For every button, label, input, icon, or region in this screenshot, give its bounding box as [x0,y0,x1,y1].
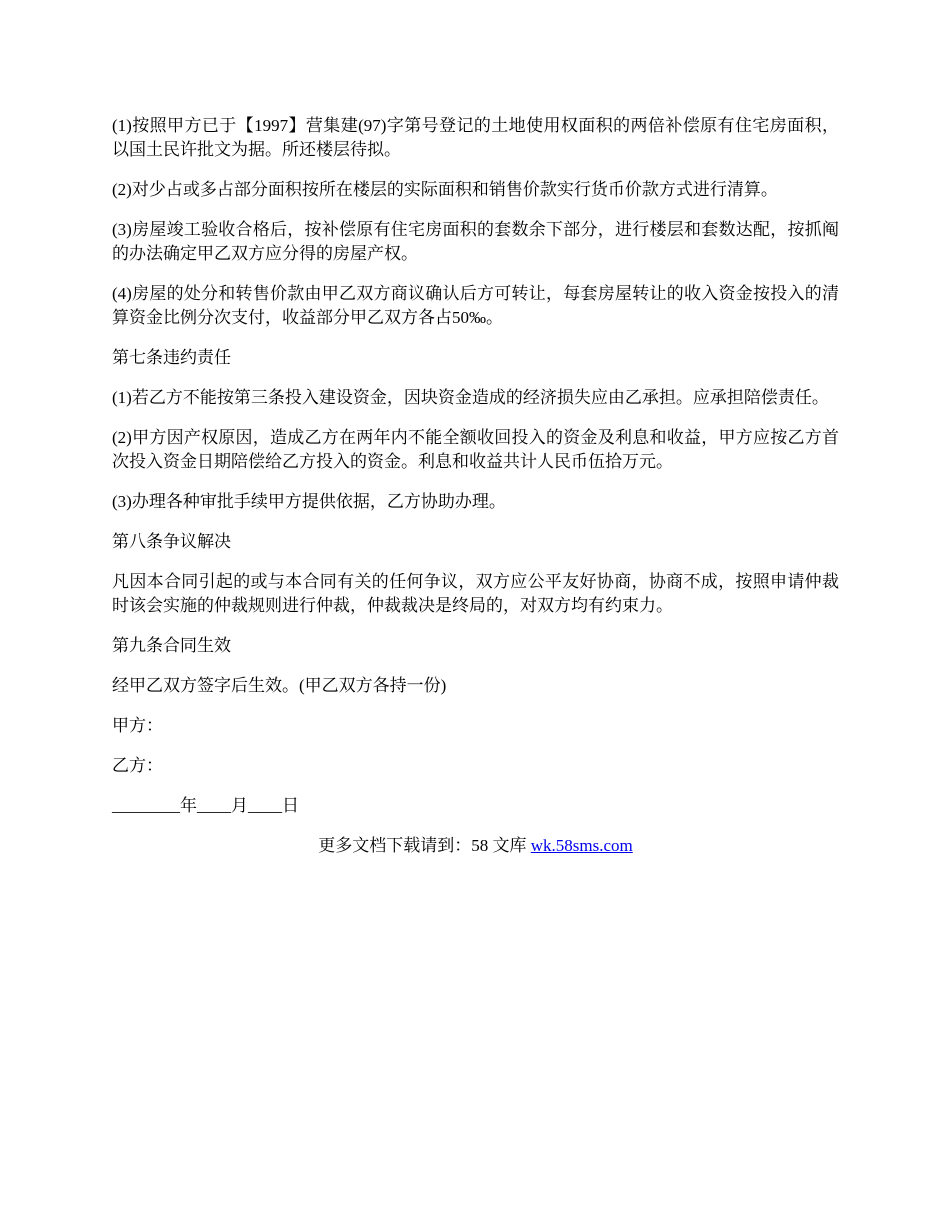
effect-paragraph: 经甲乙双方签字后生效。(甲乙双方各持一份) [112,676,447,695]
clause-paragraph-2: (2)对少占或多占部分面积按所在楼层的实际面积和销售价款实行货币价款方式进行清算。 [112,180,778,199]
date-line: ________年____月____日 [112,796,299,815]
section-heading-effect: 第九条合同生效 [112,636,231,655]
clause-paragraph-4: (4)房屋的处分和转售价款由甲乙双方商议确认后方可转让，每套房屋转让的收入资金按投入的清算资金比例分次支付，收益部分甲乙双方各占50‰。 [112,284,839,327]
section-heading-dispute: 第八条争议解决 [112,532,231,551]
breach-paragraph-3: (3)办理各种审批手续甲方提供依据，乙方协助办理。 [112,492,506,511]
party-a-signature-line: 甲方： [112,716,163,735]
clause-paragraph-3: (3)房屋竣工验收合格后，按补偿原有住宅房面积的套数余下部分，进行楼层和套数达配，按抓阄的办法确定甲乙双方应分得的房屋产权。 [112,220,839,263]
footer-text: 更多文档下载请到：58 文库 [318,836,531,855]
breach-paragraph-1: (1)若乙方不能按第三条投入建设资金，因块资金造成的经济损失应由乙承担。应承担陪偿责任。 [112,388,829,407]
breach-paragraph-2: (2)甲方因产权原因，造成乙方在两年内不能全额收回投入的资金及利息和收益，甲方应按乙方首次投入资金日期陪偿给乙方投入的资金。利息和收益共计人民币伍拾万元。 [112,428,839,471]
document-body [112,114,839,858]
party-b-signature-line: 乙方： [112,756,163,775]
section-heading-breach: 第七条违约责任 [112,348,231,367]
clause-paragraph-1: (1)按照甲方已于【1997】营集建(97)字第号登记的土地使用权面积的两倍补偿原有住宅房面积，以国土民许批文为据。所还楼层待拟。 [112,116,839,159]
dispute-paragraph: 凡因本合同引起的或与本合同有关的任何争议，双方应公平友好协商，协商不成，按照申请仲裁时该会实施的仲裁规则进行仲裁，仲裁裁决是终局的，对双方均有约束力。 [112,572,839,615]
footer-link[interactable]: wk.58sms.com [530,836,633,855]
footer-download-note [112,834,839,858]
